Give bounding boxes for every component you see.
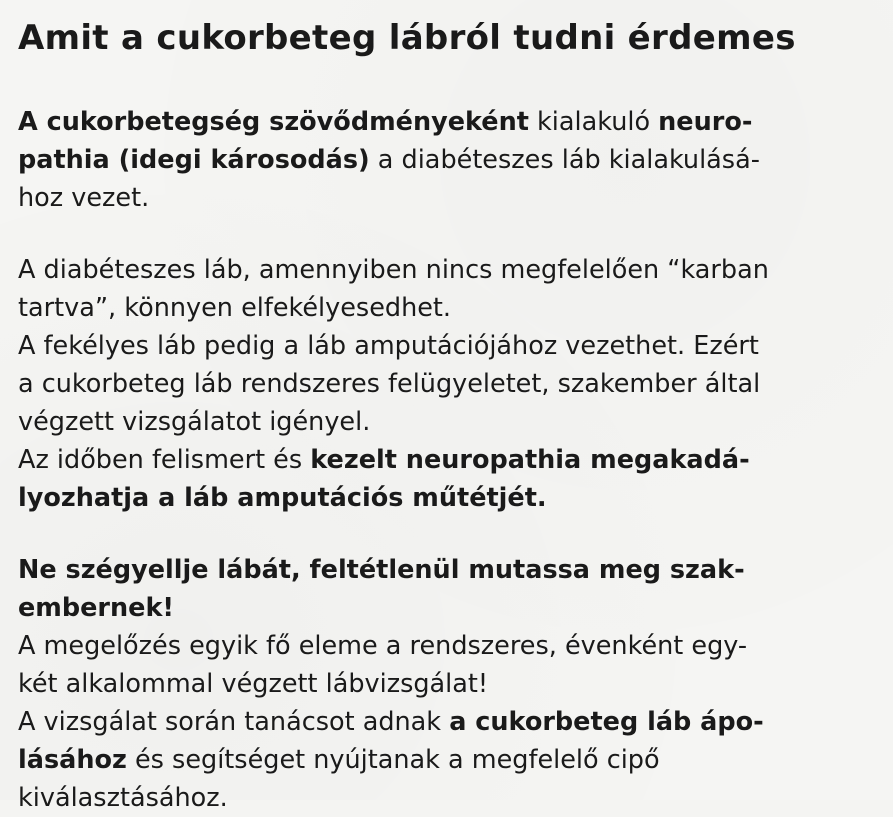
p3-line-2-bold: embernek! [18,593,175,623]
p3-line-1-bold: Ne szégyellje lábát, feltétlenül mutassa meg szak- [18,555,745,585]
p1-line-1-text: kialakuló [528,107,659,137]
p3-line-5-text: A vizsgálat során tanácsot adnak [18,707,450,737]
p1-line-2-bold: pathia (idegi károsodás) [18,145,370,175]
p2-line-1: A diabéteszes láb, amennyiben nincs megfelelően “karban [18,255,769,285]
p3-line-5-bold: a cukorbeteg láb ápo- [449,707,764,737]
p2-line-3: A fekélyes láb pedig a láb amputációjához vezethet. Ezért [18,331,759,361]
p3-line-3: A megelőzés egyik fő eleme a rendszeres, évenként egy- [18,631,748,661]
p3-line-5 [18,703,764,741]
p2-line-2: tartva”, könnyen elfekélyesedhet. [18,293,452,323]
p2-line-4: a cukorbeteg láb rendszeres felügyeletet, szakember által [18,369,761,399]
p1-line-1-bold: A cukorbetegség szövődményeként [18,107,529,137]
p3-line-4: két alkalommal végzett lábvizsgálat! [18,669,489,699]
p1-line-1 [18,103,752,141]
p2-line-6-text: Az időben felismert és [18,445,311,475]
p3-line-6 [18,741,660,779]
p3-line-7: kiválasztásához. [18,783,228,813]
p2-line-7-bold: lyozhatja a láb amputációs műtétjét. [18,483,547,513]
p1-line-3: hoz vezet. [18,183,150,213]
p3-line-2 [18,589,174,627]
p3-line-6-text: és segítséget nyújtanak a megfelelő cipő [126,745,660,775]
page-title: Amit a cukorbeteg lábról tudni érdemes [18,18,796,58]
p3-line-1 [18,551,745,589]
p2-line-7 [18,479,547,517]
p1-line-1-bold-2: neuro- [658,107,753,137]
p3-line-6-bold: lásához [18,745,127,775]
p2-line-5: végzett vizsgálatot igényel. [18,407,371,437]
p2-line-6-bold: kezelt neuropathia megakadá- [310,445,750,475]
p2-line-6 [18,441,750,479]
p1-line-2 [18,141,760,179]
p1-line-2-text: a diabéteszes láb kialakulásá- [369,145,760,175]
